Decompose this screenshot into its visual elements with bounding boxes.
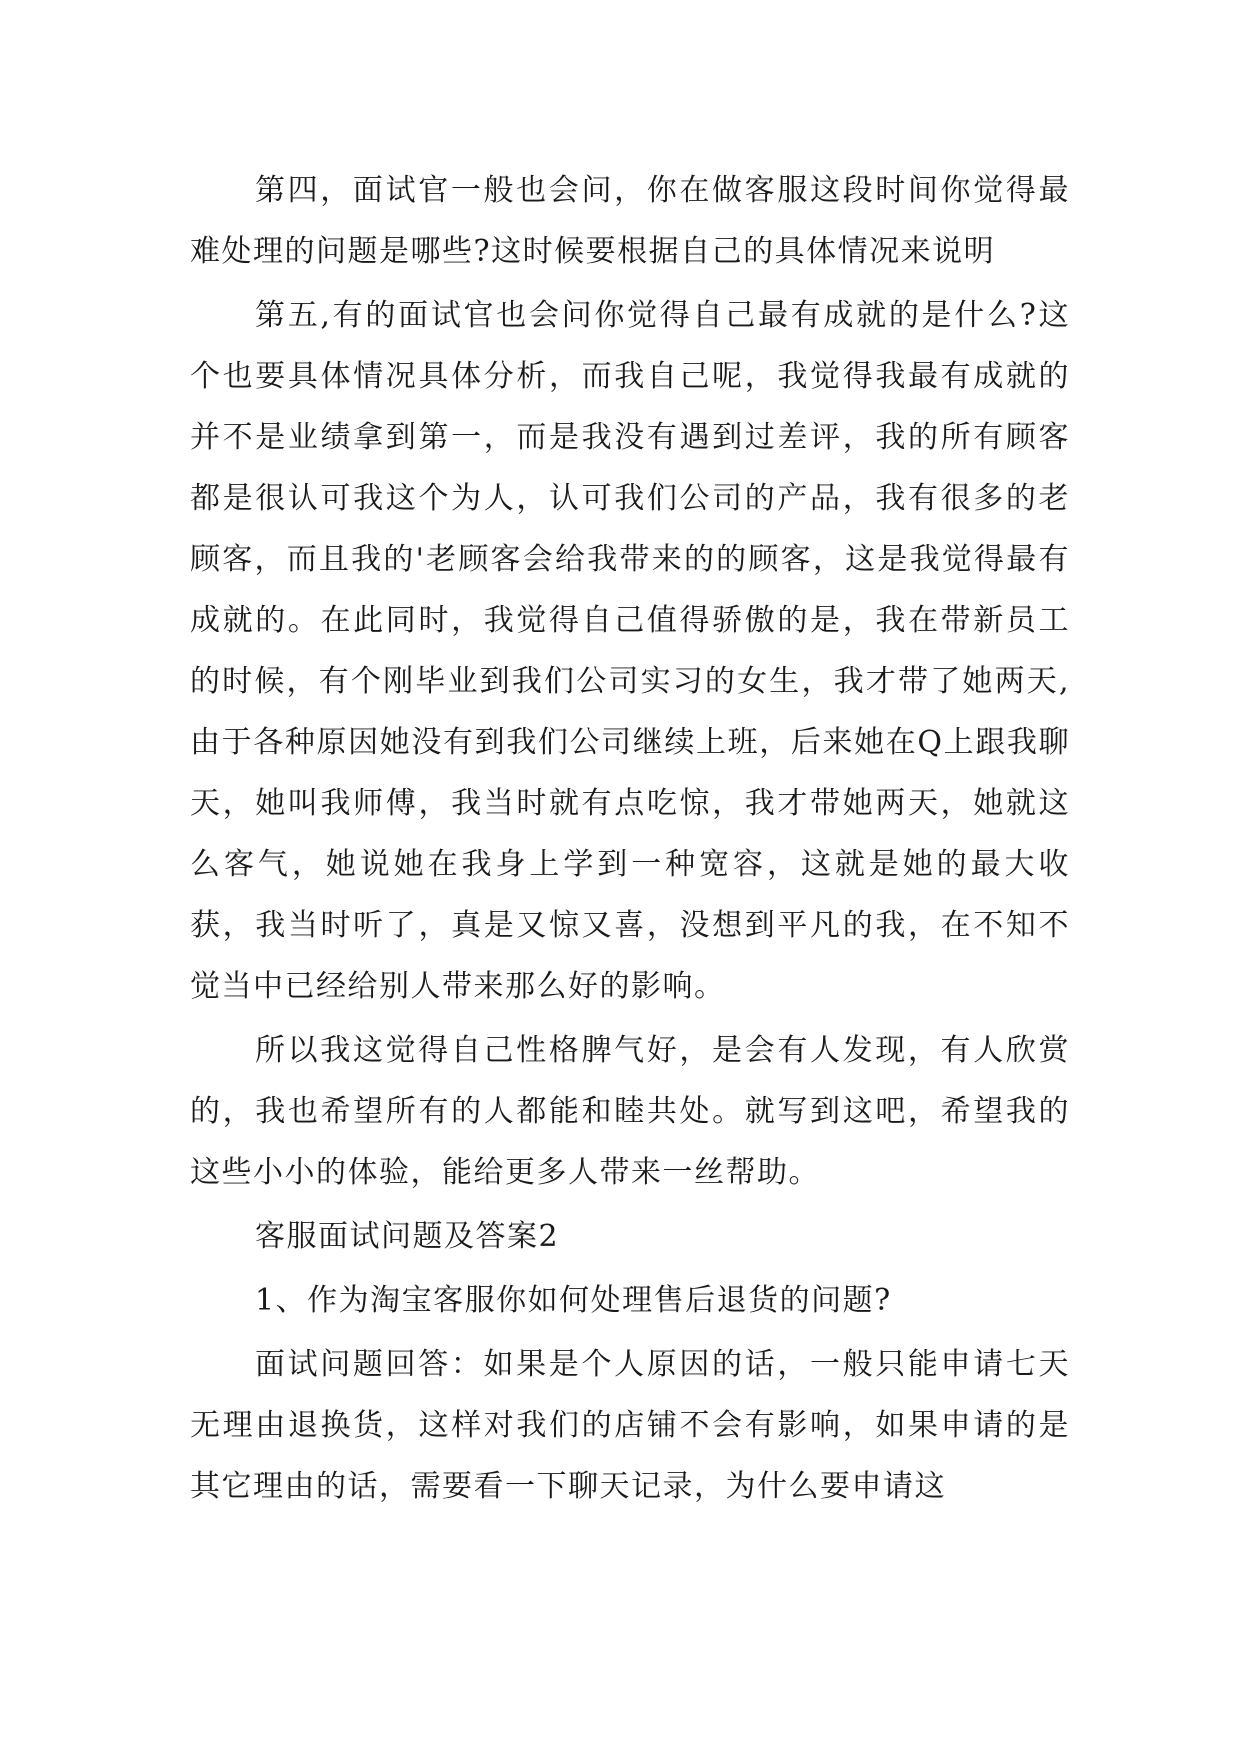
paragraph-fifth-point: 第五,有的面试官也会问你觉得自己最有成就的是什么?这个也要具体情况具体分析，而我自己呢，我觉得我最有成就的并不是业绩拿到第一，而是我没有遇到过差评，我的所有顾客都是很认可我这个为人，认可我们公司的产品，我有很多的老顾客，而且我的'老顾客会给我带来的的顾客，这是我觉得最有成就的。在此同时，我觉得自己值得骄傲的是，我在带新员工的时候，有个刚毕业到我们公司实习的女生，我才带了她两天,由于各种原因她没有到我们公司继续上班，后来她在Q上跟我聊天，她叫我师傅，我当时就有点吃惊，我才带她两天，她就这么客气，她说她在我身上学到一种宽容，这就是她的最大收获，我当时听了，真是又惊又喜，没想到平凡的我，在不知不觉当中已经给别人带来那么好的影响。: [190, 298, 1070, 1004]
paragraph-conclusion: 所以我这觉得自己性格脾气好，是会有人发现，有人欣赏的，我也希望所有的人都能和睦共处。就写到这吧，希望我的这些小小的体验，能给更多人带来一丝帮助。: [190, 1033, 1070, 1190]
section-title: 客服面试问题及答案2: [255, 1219, 560, 1254]
paragraph-fourth-point: 第四，面试官一般也会问，你在做客服这段时间你觉得最难处理的问题是哪些?这时候要根据自己的具体情况来说明: [190, 173, 1070, 269]
answer-1: 面试问题回答：如果是个人原因的话，一般只能申请七天无理由退换货，这样对我们的店铺不会有影响，如果申请的是其它理由的话，需要看一下聊天记录，为什么要申请这: [190, 1347, 1070, 1504]
document-body: [190, 160, 1070, 1520]
question-1: 1、作为淘宝客服你如何处理售后退货的问题?: [255, 1283, 892, 1318]
